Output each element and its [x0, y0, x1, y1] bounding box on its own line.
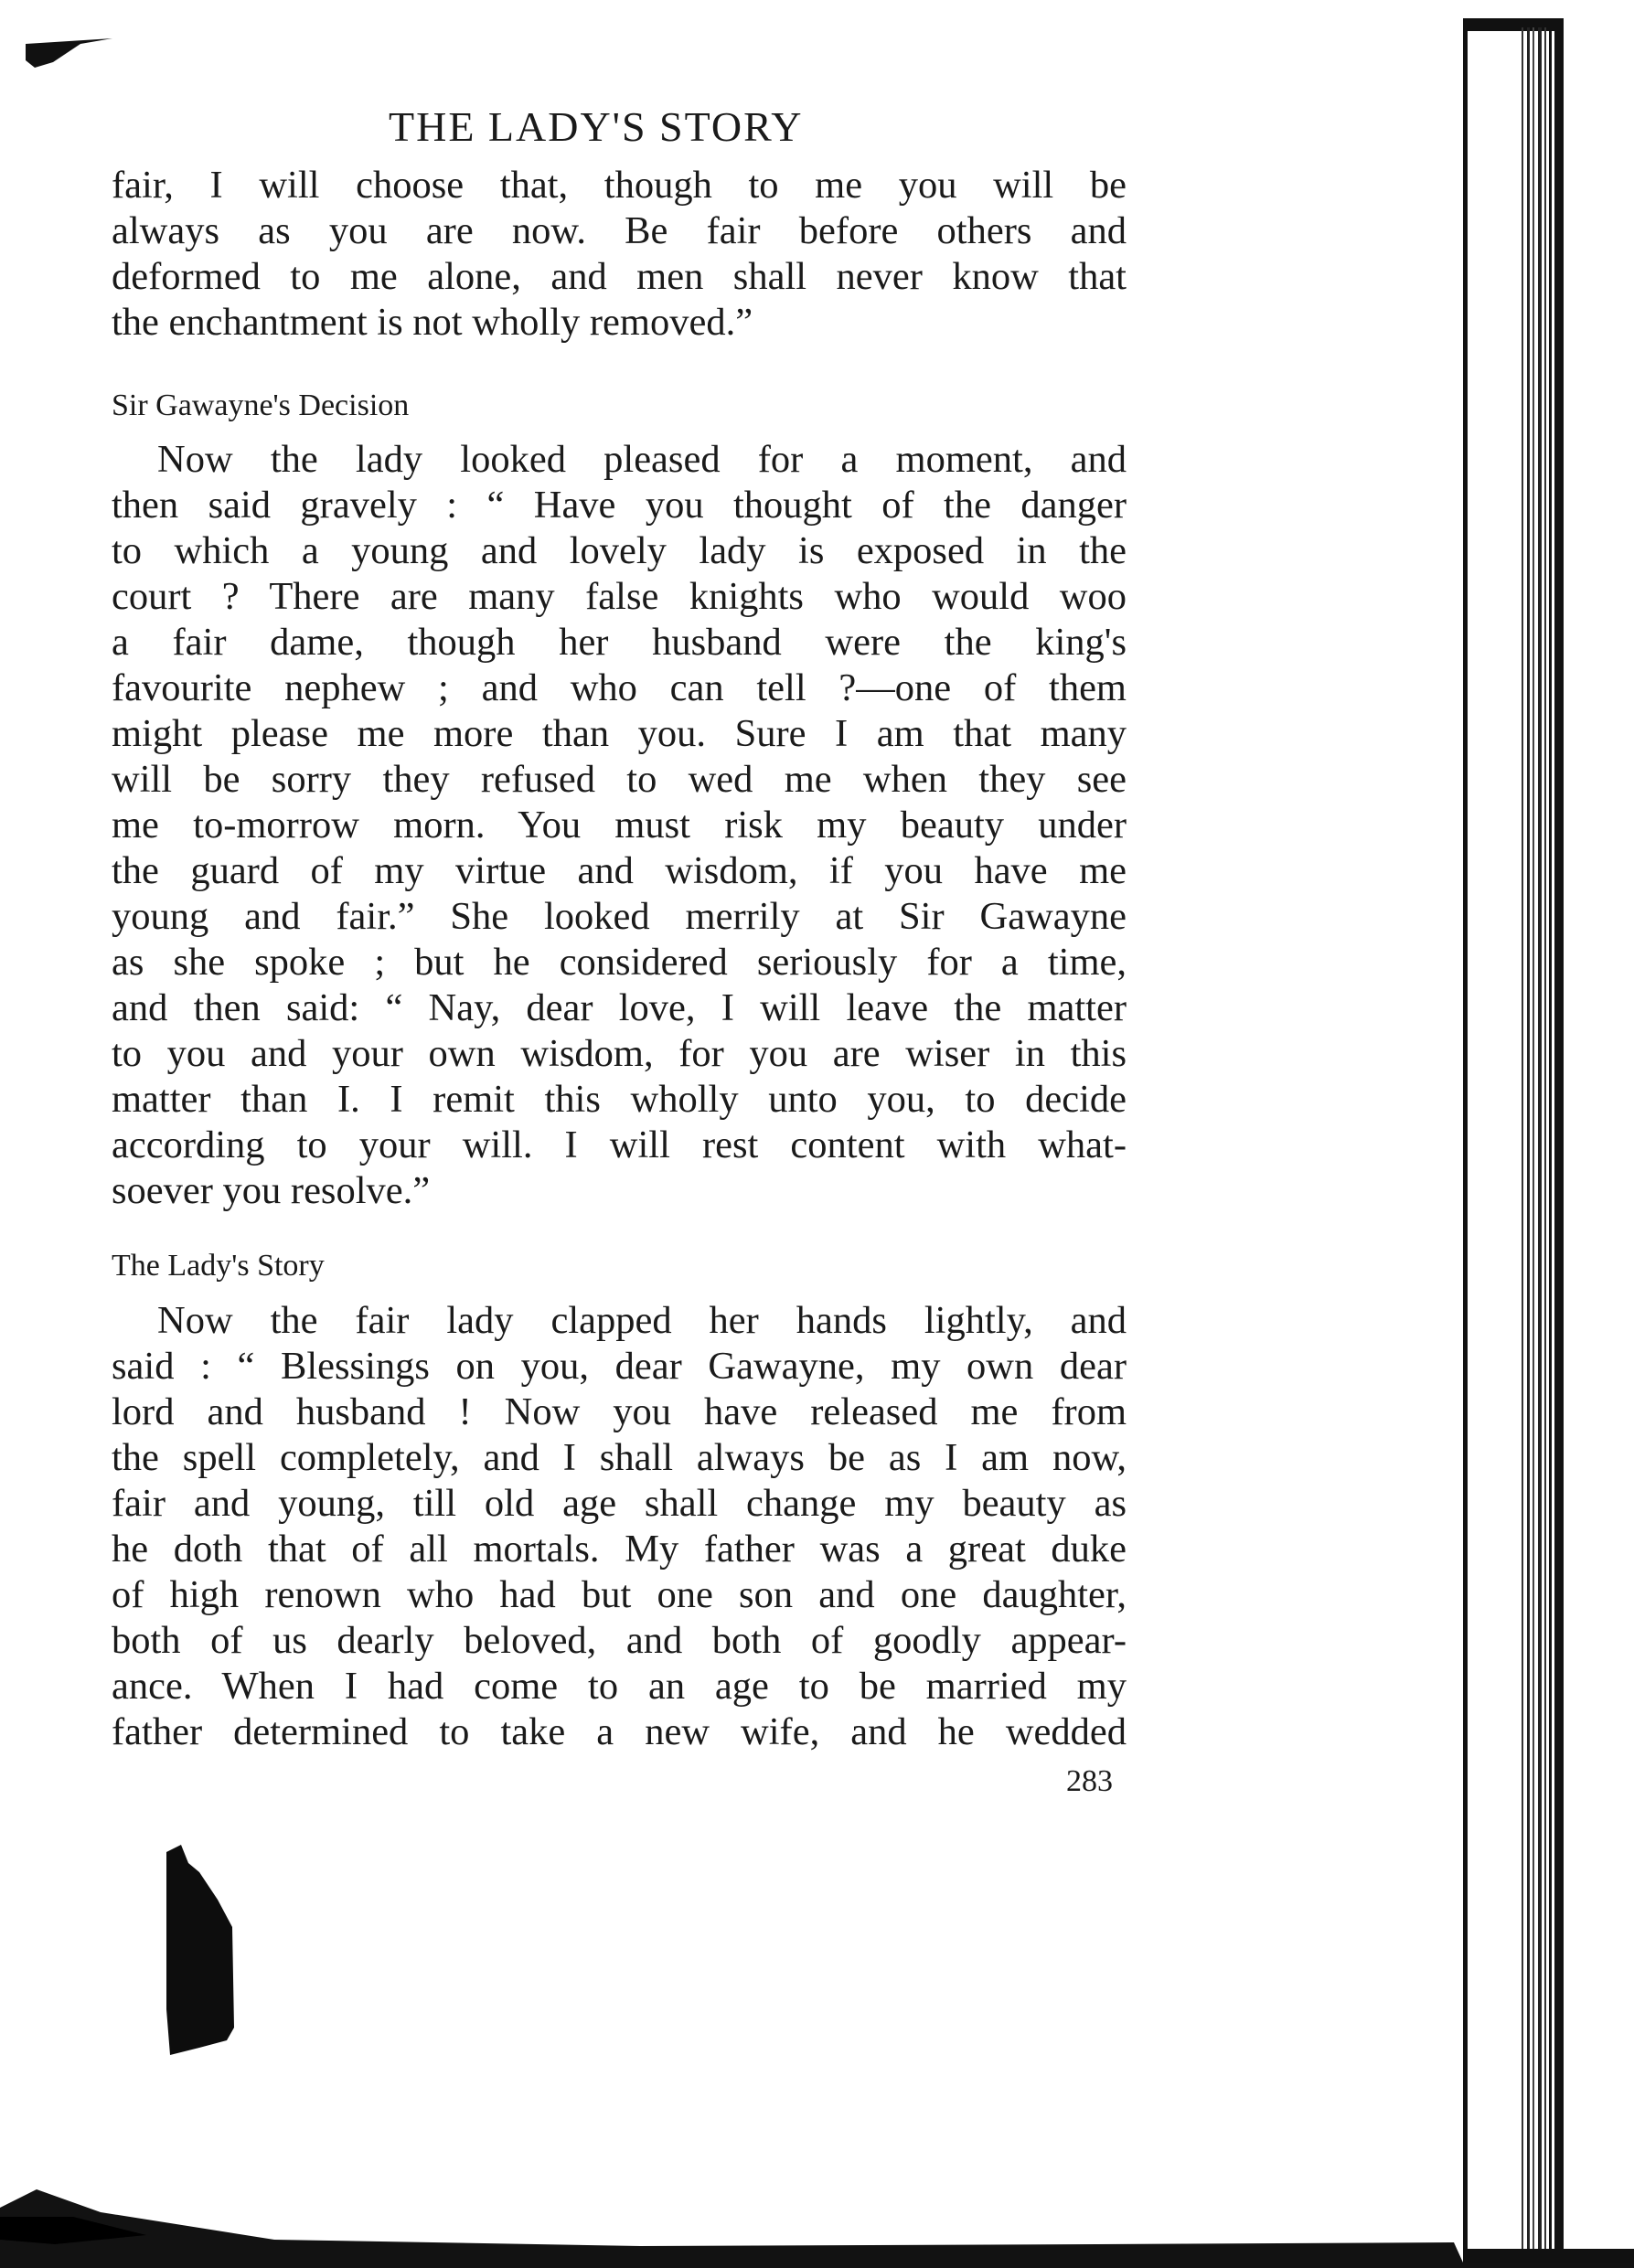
text-line: to which a young and lovely lady is exposed in the	[112, 529, 1127, 572]
text-line: young and fair.” She looked merrily at Sir Gawayne	[112, 895, 1127, 938]
scan-gutter-blot	[163, 1845, 238, 2055]
text-line: of high renown who had but one son and one daughter,	[112, 1573, 1127, 1616]
text-line: lord and husband ! Now you have released me from	[112, 1390, 1127, 1433]
text-line: will be sorry they refused to wed me when they see	[112, 758, 1127, 801]
text-line: the enchantment is not wholly removed.”	[112, 301, 753, 344]
text-line: always as you are now. Be fair before others and	[112, 209, 1127, 252]
text-line: according to your will. I will rest content with what-	[112, 1123, 1127, 1166]
text-line: said : “ Blessings on you, dear Gawayne, my own dear	[112, 1345, 1127, 1388]
text-line: deformed to me alone, and men shall never know that	[112, 255, 1127, 298]
section-heading-lady-story: The Lady's Story	[112, 1249, 325, 1283]
text-line: matter than I. I remit this wholly unto you, to decide	[112, 1078, 1127, 1121]
text-line: soever you resolve.”	[112, 1169, 431, 1212]
text-line: both of us dearly beloved, and both of goodly appear-	[112, 1619, 1127, 1662]
text-line: he doth that of all mortals. My father was a great duke	[112, 1528, 1127, 1571]
text-line: as she spoke ; but he considered seriously for a time,	[112, 941, 1127, 984]
running-head: THE LADY'S STORY	[389, 103, 804, 150]
text-line: the spell completely, and I shall always be as I am now,	[112, 1436, 1127, 1479]
book-page-edge	[1454, 18, 1634, 2268]
text-line: a fair dame, though her husband were the king's	[112, 621, 1127, 664]
section-heading-gawayne-decision: Sir Gawayne's Decision	[112, 389, 410, 422]
text-line: fair and young, till old age shall change my beauty as	[112, 1482, 1127, 1525]
text-line: ance. When I had come to an age to be married my	[112, 1665, 1127, 1708]
scan-bottom-shadow	[0, 2125, 1634, 2268]
paragraph-gawayne-decision	[112, 437, 1127, 1214]
text-line: father determined to take a new wife, and he wedded	[112, 1710, 1127, 1753]
text-line: might please me more than you. Sure I am that many	[112, 712, 1127, 755]
text-line: then said gravely : “ Have you thought of the danger	[112, 484, 1127, 527]
scan-corner-mark	[26, 35, 112, 68]
paragraph-lady-story	[112, 1298, 1127, 1755]
text-line: Now the lady looked pleased for a moment, and	[157, 438, 1127, 481]
text-line: to you and your own wisdom, for you are wiser in this	[112, 1032, 1127, 1075]
text-line: the guard of my virtue and wisdom, if you have me	[112, 849, 1127, 892]
text-line: Now the fair lady clapped her hands lightly, and	[157, 1299, 1127, 1342]
text-line: and then said: “ Nay, dear love, I will leave the matter	[112, 986, 1127, 1029]
text-line: court ? There are many false knights who would woo	[112, 575, 1127, 618]
text-line: fair, I will choose that, though to me you will be	[112, 164, 1127, 207]
text-line: me to-morrow morn. You must risk my beauty under	[112, 804, 1127, 847]
text-line: favourite nephew ; and who can tell ?—one of them	[112, 666, 1127, 709]
paragraph-continuation	[112, 163, 1127, 346]
page-number: 283	[1066, 1764, 1113, 1798]
